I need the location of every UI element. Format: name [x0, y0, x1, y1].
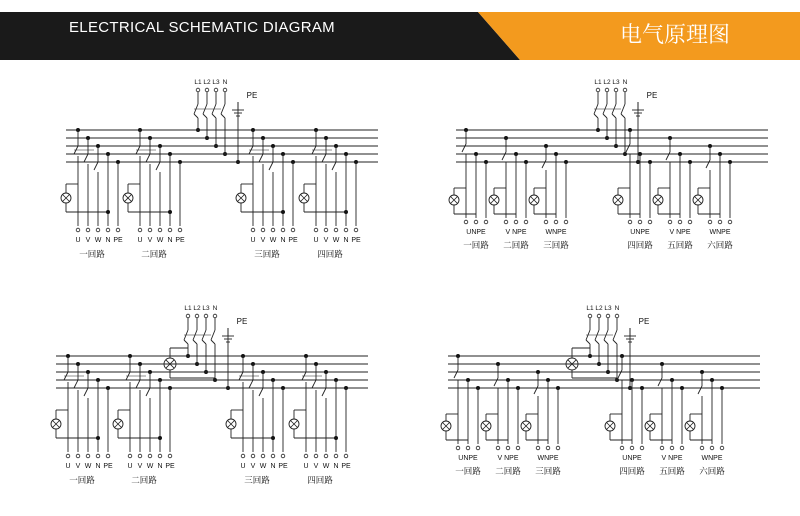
- title-chinese: 电气原理图: [620, 23, 731, 48]
- supply-terminal: [614, 88, 618, 92]
- supply-terminal: [606, 314, 610, 318]
- output-terminal: [620, 446, 624, 450]
- supply-label-L3: L3: [604, 305, 612, 312]
- output-terminal: [138, 228, 142, 232]
- supply-wire: [604, 340, 608, 344]
- breaker-blade: [618, 370, 622, 378]
- supply-label-L2: L2: [595, 305, 603, 312]
- supply-label-L2: L2: [193, 305, 201, 312]
- phase-label: V: [260, 237, 266, 244]
- supply-terminal: [605, 88, 609, 92]
- output-terminal: [178, 228, 182, 232]
- output-terminal: [168, 228, 172, 232]
- title-english: ELECTRICAL SCHEMATIC DIAGRAM: [69, 19, 335, 36]
- phase-label: V: [75, 463, 81, 470]
- output-terminal: [710, 446, 714, 450]
- breaker-blade: [698, 386, 702, 394]
- output-terminal: [324, 228, 328, 232]
- phase-label: V: [85, 237, 91, 244]
- phase-label: V: [147, 237, 153, 244]
- breaker-blade: [454, 370, 458, 378]
- phase-label: U: [75, 237, 81, 244]
- output-terminal: [524, 220, 528, 224]
- output-terminal: [718, 220, 722, 224]
- breaker-blade: [156, 162, 160, 170]
- output-terminal: [554, 220, 558, 224]
- phase-label: PE: [113, 237, 123, 244]
- output-label: UNPE: [458, 455, 478, 462]
- breaker-blade: [706, 160, 710, 168]
- supply-terminal: [186, 314, 190, 318]
- phase-label: N: [343, 237, 349, 244]
- breaker-blade: [74, 380, 78, 388]
- supply-wire: [612, 114, 616, 118]
- supply-wire: [586, 340, 590, 344]
- phase-label: W: [259, 463, 267, 470]
- output-terminal: [628, 220, 632, 224]
- output-terminal: [334, 228, 338, 232]
- supply-terminal: [196, 88, 200, 92]
- output-terminal: [148, 228, 152, 232]
- output-terminal: [516, 446, 520, 450]
- supply-wire: [603, 114, 607, 118]
- output-terminal: [148, 454, 152, 458]
- output-terminal: [116, 228, 120, 232]
- output-terminal: [466, 446, 470, 450]
- supply-label-L1: L1: [586, 305, 594, 312]
- breaker-blade: [312, 380, 316, 388]
- output-terminal: [354, 228, 358, 232]
- supply-wire: [621, 114, 625, 118]
- schematic-six: [441, 305, 760, 476]
- lamp-dot: [106, 210, 110, 214]
- supply-wire: [184, 340, 188, 344]
- output-terminal: [158, 228, 162, 232]
- output-terminal: [138, 454, 142, 458]
- output-terminal: [76, 228, 80, 232]
- supply-wire: [221, 114, 225, 118]
- output-terminal: [670, 446, 674, 450]
- output-terminal: [564, 220, 568, 224]
- output-terminal: [514, 220, 518, 224]
- supply-wire: [212, 114, 216, 118]
- main-switch-blade: [621, 104, 625, 114]
- phase-label: V: [313, 463, 319, 470]
- phase-label: U: [240, 463, 246, 470]
- circuit-label: 六回路: [699, 466, 725, 476]
- phase-label: N: [333, 463, 339, 470]
- output-terminal: [728, 220, 732, 224]
- output-terminal: [680, 446, 684, 450]
- circuit-label: 四回路: [627, 240, 653, 250]
- supply-wire: [211, 340, 215, 344]
- supply-wire: [613, 340, 617, 344]
- circuit-label: 二回路: [503, 240, 529, 250]
- supply-label-L3: L3: [212, 79, 220, 86]
- output-terminal: [271, 454, 275, 458]
- supply-terminal: [213, 314, 217, 318]
- circuit-label: 二回路: [495, 466, 521, 476]
- output-terminal: [106, 228, 110, 232]
- output-terminal: [251, 454, 255, 458]
- output-terminal: [506, 446, 510, 450]
- supply-label-L3: L3: [612, 79, 620, 86]
- output-terminal: [476, 446, 480, 450]
- output-terminal: [546, 446, 550, 450]
- circuit-label: 三回路: [254, 249, 280, 259]
- pe-label: PE: [646, 91, 658, 100]
- circuit-label: 五回路: [667, 240, 693, 250]
- output-terminal: [708, 220, 712, 224]
- output-terminal: [314, 228, 318, 232]
- output-terminal: [291, 228, 295, 232]
- output-terminal: [630, 446, 634, 450]
- breaker-blade: [322, 388, 326, 396]
- supply-terminal: [223, 88, 227, 92]
- output-terminal: [96, 228, 100, 232]
- supply-label-L1: L1: [184, 305, 192, 312]
- output-terminal: [281, 454, 285, 458]
- output-terminal: [168, 454, 172, 458]
- output-label: WNPE: [545, 229, 567, 236]
- output-terminal: [544, 220, 548, 224]
- output-terminal: [96, 454, 100, 458]
- supply-wire: [595, 340, 599, 344]
- supply-terminal: [204, 314, 208, 318]
- supply-terminal: [195, 314, 199, 318]
- circuit-label: 一回路: [69, 475, 95, 485]
- supply-label-L1: L1: [594, 79, 602, 86]
- output-terminal: [720, 446, 724, 450]
- supply-terminal: [588, 314, 592, 318]
- breaker-blade: [626, 144, 630, 152]
- breaker-blade: [84, 388, 88, 396]
- output-terminal: [660, 446, 664, 450]
- phase-label: PE: [103, 463, 113, 470]
- output-terminal: [66, 454, 70, 458]
- output-terminal: [344, 454, 348, 458]
- phase-label: V: [250, 463, 256, 470]
- circuit-label: 一回路: [455, 466, 481, 476]
- output-terminal: [536, 446, 540, 450]
- main-switch-blade: [221, 104, 225, 114]
- breaker-blade: [146, 388, 150, 396]
- breaker-blade: [84, 154, 88, 162]
- output-terminal: [700, 446, 704, 450]
- circuit-label: 六回路: [707, 240, 733, 250]
- phase-label: W: [269, 237, 277, 244]
- phase-label: PE: [165, 463, 175, 470]
- output-terminal: [496, 446, 500, 450]
- lamp-dot: [334, 436, 338, 440]
- output-terminal: [261, 454, 265, 458]
- lamp-dot: [281, 210, 285, 214]
- output-label: WNPE: [709, 229, 731, 236]
- breaker-blade: [494, 378, 498, 386]
- output-label: UNPE: [630, 229, 650, 236]
- supply-terminal: [623, 88, 627, 92]
- output-terminal: [128, 454, 132, 458]
- supply-label-L2: L2: [603, 79, 611, 86]
- schematic-four: [61, 79, 378, 259]
- output-terminal: [464, 220, 468, 224]
- output-label: V NPE: [497, 455, 519, 462]
- circuit-label: 三回路: [535, 466, 561, 476]
- output-label: UNPE: [466, 229, 486, 236]
- breaker-blade: [146, 154, 150, 162]
- phase-label: U: [127, 463, 133, 470]
- pe-label: PE: [638, 317, 650, 326]
- breaker-blade: [259, 154, 263, 162]
- breaker-blade: [462, 144, 466, 152]
- phase-label: PE: [351, 237, 361, 244]
- lamp-dot: [168, 210, 172, 214]
- phase-label: V: [137, 463, 143, 470]
- phase-label: N: [95, 463, 101, 470]
- main-switch-blade: [613, 330, 617, 340]
- schematic-six: [449, 79, 768, 250]
- schematic-four: [51, 305, 368, 485]
- output-terminal: [668, 220, 672, 224]
- phase-label: W: [94, 237, 102, 244]
- output-label: V NPE: [505, 229, 527, 236]
- circuit-label: 二回路: [131, 475, 157, 485]
- output-label: V NPE: [661, 455, 683, 462]
- breaker-blade: [269, 162, 273, 170]
- output-terminal: [556, 446, 560, 450]
- lamp-dot: [271, 436, 275, 440]
- output-terminal: [281, 228, 285, 232]
- output-terminal: [484, 220, 488, 224]
- phase-label: N: [105, 237, 111, 244]
- phase-label: N: [157, 463, 163, 470]
- output-terminal: [271, 228, 275, 232]
- breaker-blade: [322, 154, 326, 162]
- phase-label: U: [313, 237, 319, 244]
- output-label: WNPE: [537, 455, 559, 462]
- output-terminal: [251, 228, 255, 232]
- circuit-label: 五回路: [659, 466, 685, 476]
- supply-wire: [194, 114, 198, 118]
- output-terminal: [474, 220, 478, 224]
- phase-label: N: [270, 463, 276, 470]
- output-terminal: [86, 228, 90, 232]
- breaker-blade: [94, 162, 98, 170]
- phase-label: W: [156, 237, 164, 244]
- phase-label: PE: [175, 237, 185, 244]
- phase-label: PE: [278, 463, 288, 470]
- phase-label: U: [303, 463, 309, 470]
- output-terminal: [638, 220, 642, 224]
- circuit-label: 二回路: [141, 249, 167, 259]
- supply-terminal: [615, 314, 619, 318]
- circuit-label: 四回路: [619, 466, 645, 476]
- breaker-blade: [249, 380, 253, 388]
- phase-label: W: [146, 463, 154, 470]
- output-terminal: [261, 228, 265, 232]
- output-label: WNPE: [701, 455, 723, 462]
- phase-label: W: [322, 463, 330, 470]
- output-terminal: [648, 220, 652, 224]
- breaker-blade: [542, 160, 546, 168]
- output-terminal: [158, 454, 162, 458]
- supply-wire: [203, 114, 207, 118]
- breaker-blade: [136, 380, 140, 388]
- output-terminal: [314, 454, 318, 458]
- circuit-label: 三回路: [543, 240, 569, 250]
- phase-label: U: [65, 463, 71, 470]
- supply-wire: [193, 340, 197, 344]
- supply-label-N: N: [212, 305, 218, 312]
- output-terminal: [678, 220, 682, 224]
- output-terminal: [304, 454, 308, 458]
- breaker-blade: [666, 152, 670, 160]
- output-label: V NPE: [669, 229, 691, 236]
- lamp-dot: [344, 210, 348, 214]
- phase-label: N: [280, 237, 286, 244]
- breaker-blade: [259, 388, 263, 396]
- supply-label-L1: L1: [194, 79, 202, 86]
- phase-label: W: [332, 237, 340, 244]
- supply-terminal: [596, 88, 600, 92]
- supply-terminal: [205, 88, 209, 92]
- output-terminal: [241, 454, 245, 458]
- supply-label-N: N: [222, 79, 228, 86]
- supply-label-L3: L3: [202, 305, 210, 312]
- phase-label: U: [250, 237, 256, 244]
- circuit-label: 四回路: [317, 249, 343, 259]
- output-label: UNPE: [622, 455, 642, 462]
- breaker-blade: [534, 386, 538, 394]
- breaker-blade: [658, 378, 662, 386]
- supply-wire: [594, 114, 598, 118]
- breaker-blade: [502, 152, 506, 160]
- output-terminal: [76, 454, 80, 458]
- supply-label-N: N: [614, 305, 620, 312]
- phase-label: V: [323, 237, 329, 244]
- output-terminal: [640, 446, 644, 450]
- output-terminal: [106, 454, 110, 458]
- supply-terminal: [214, 88, 218, 92]
- output-terminal: [456, 446, 460, 450]
- breaker-blade: [332, 162, 336, 170]
- phase-label: PE: [341, 463, 351, 470]
- output-terminal: [344, 228, 348, 232]
- circuit-label: 三回路: [244, 475, 270, 485]
- lamp-dot: [96, 436, 100, 440]
- output-terminal: [688, 220, 692, 224]
- phase-label: W: [84, 463, 92, 470]
- output-terminal: [324, 454, 328, 458]
- output-terminal: [504, 220, 508, 224]
- supply-terminal: [597, 314, 601, 318]
- supply-wire: [202, 340, 206, 344]
- circuit-label: 一回路: [79, 249, 105, 259]
- circuit-label: 四回路: [307, 475, 333, 485]
- pe-label: PE: [246, 91, 258, 100]
- phase-label: PE: [288, 237, 298, 244]
- output-terminal: [334, 454, 338, 458]
- circuit-label: 一回路: [463, 240, 489, 250]
- output-terminal: [86, 454, 90, 458]
- phase-label: U: [137, 237, 143, 244]
- supply-label-N: N: [622, 79, 628, 86]
- lamp-dot: [158, 436, 162, 440]
- supply-label-L2: L2: [203, 79, 211, 86]
- pe-label: PE: [236, 317, 248, 326]
- main-switch-blade: [211, 330, 215, 340]
- phase-label: N: [167, 237, 173, 244]
